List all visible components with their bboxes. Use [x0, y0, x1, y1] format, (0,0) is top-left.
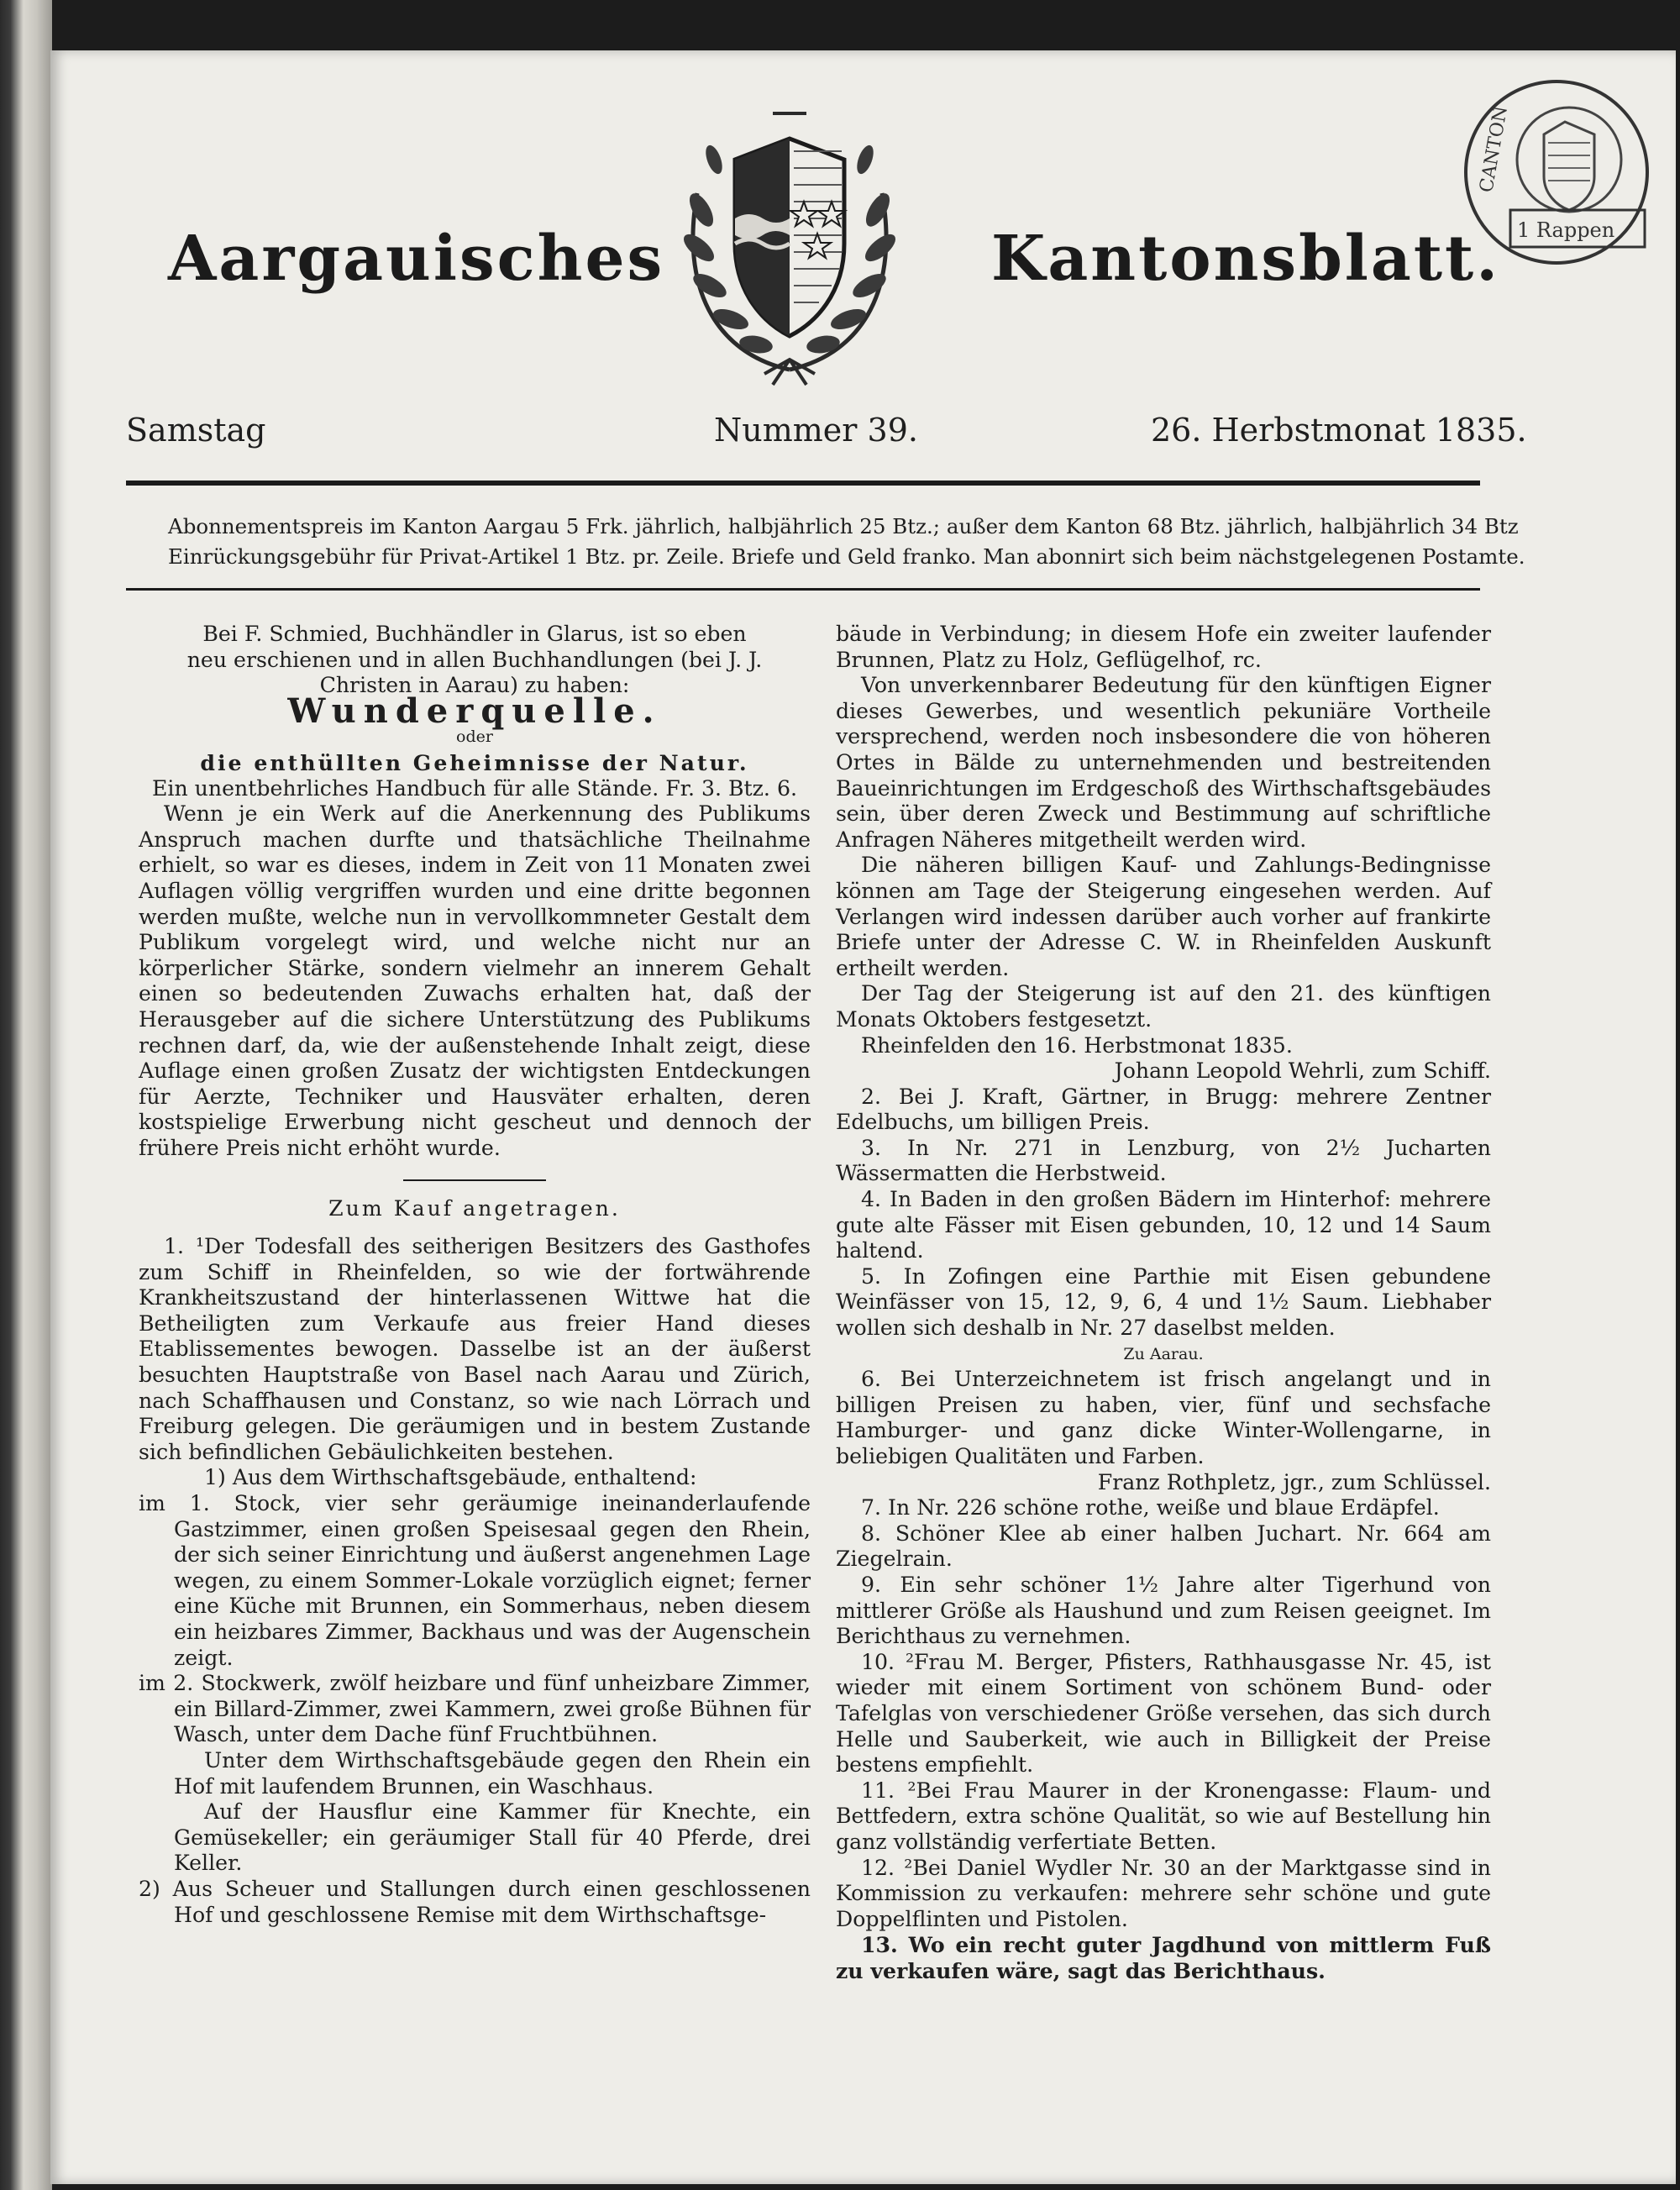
book-ad-intro-3: Christen in Aarau) zu haben: — [319, 673, 630, 698]
book-subtitle: die enthüllten Geheimnisse der Natur. — [200, 749, 749, 775]
book-title-oder: oder — [456, 727, 493, 747]
tax-stamp-icon — [1460, 76, 1653, 269]
section-heading: Zum Kauf angetragen. — [328, 1196, 621, 1221]
listing-2: 2. Bei J. Kraft, Gärtner, in Brugg: mehrere Zentner Edelbuchs, um billigen Preis. — [836, 1084, 1491, 1135]
book-price: Ein unentbehrliches Handbuch für alle Stände. Fr. 3. Btz. 6. — [152, 775, 797, 801]
section-divider — [403, 1179, 546, 1181]
subscription-line-1: Abonnementspreis im Kanton Aargau 5 Frk. jährlich, halbjährlich 25 Btz.; außer dem Kanton 68 Btz. jährlich, halbjährlich 34 Btz — [168, 514, 1519, 538]
listing-1-hallway: Auf der Hausflur eine Kammer für Knechte, ein Gemüsekeller; ein geräumiger Stall für 40 Pferde, drei Keller. — [174, 1799, 811, 1876]
book-title: Wunderquelle. — [287, 691, 662, 731]
stamp-canton-text: CANTON — [1476, 104, 1512, 195]
listing-8: 8. Schöner Klee ab einer halben Juchart. Nr. 664 am Ziegelrain. — [836, 1520, 1491, 1572]
header-rule-top — [126, 481, 1480, 486]
listing-10: 10. ²Frau M. Berger, Pfisters, Rathhausgasse Nr. 45, ist wieder mit einem Sortiment von schönem Bund- oder Tafelglas von verschiedener Größe versehen, das sich durch Helle und Sauberkeit, wie auch in Billigkeit der Preise bestens empfiehlt. — [836, 1649, 1491, 1778]
listing-1-importance: Von unverkennbarer Bedeutung für den künftigen Eigner dieses Gewerbes, und wesentlich pekuniäre Vortheile versprechend, werden noch insbesondere die von höheren Ortes in Bälde zu unternehmenden und bestreitenden Baueinrichtungen im Erdgeschoß des Wirthschaftsgebäudes sein, über deren Zweck und Bestimmung auf schriftliche Anfragen Näheres mitgetheilt werden wird. — [836, 673, 1491, 852]
listing-7: 7. In Nr. 226 schöne rothe, weiße und blaue Erdäpfel. — [861, 1495, 1440, 1520]
issue-number: Nummer 39. — [714, 412, 918, 449]
header-rule-bottom — [126, 588, 1480, 591]
subscription-line-2: Einrückungsgebühr für Privat-Artikel 1 Btz. pr. Zeile. Briefe und Geld franko. Man abonnirt sich beim nächstgelegenen Postamte. — [168, 544, 1525, 569]
right-column — [836, 622, 1491, 1983]
book-ad-intro-1: Bei F. Schmied, Buchhändler in Glarus, ist so eben — [202, 622, 747, 646]
listing-1-second-floor: im 2. Stockwerk, zwölf heizbare und fünf unheizbare Zimmer, ein Billard-Zimmer, zwei Kammern, zwei große Bühnen für Wasch, unter dem Dache fünf Fruchtbühnen. — [139, 1671, 811, 1747]
masthead-title-left: Aargauisches — [168, 223, 665, 295]
listing-3: 3. In Nr. 271 in Lenzburg, von 2½ Jucharten Wässermatten die Herbstweid. — [836, 1135, 1491, 1186]
listing-1-courtyard: Unter dem Wirthschaftsgebäude gegen den Rhein ein Hof mit laufendem Brunnen, ein Waschhaus. — [174, 1747, 811, 1799]
listing-1-first-floor: im 1. Stock, vier sehr geräumige ineinanderlaufende Gastzimmer, einen großen Speisesaal gegen den Rhein, der sich seiner Einrichtung und äußerst angenehmen Lage wegen, zu einem Sommer-Lokale vorzüglich eignet; ferner eine Küche mit Brunnen, ein Sommerhaus, neben diesem ein heizbares Zimmer, Backhaus und was der Augenschein zeigt. — [139, 1491, 811, 1670]
listing-1-barns: 2) Aus Scheuer und Stallungen durch einen geschlossenen Hof und geschlossene Remise mit dem Wirthschaftsge- — [139, 1876, 811, 1927]
listing-1-continued: bäude in Verbindung; in diesem Hofe ein zweiter laufender Brunnen, Platz zu Holz, Geflügelhof, rc. — [836, 622, 1491, 672]
listing-1-intro: 1. ¹Der Todesfall des seitherigen Besitzers des Gasthofes zum Schiff in Rheinfelden, so wie der fortwährende Krankheitszustand der hinterlassenen Wittwe hat die Betheiligten zum Verkaufe aus freier Hand dieses Etablissementes bewogen. Dasselbe ist an der äußerst besuchten Hauptstraße von Basel nach Aarau und Zürich, nach Schaffhausen und Constanz, so wie nach Lörrach und Freiburg gelegen. Die geräumigen und in bestem Zustande sich befindlichen Gebäulichkeiten bestehen. — [139, 1234, 811, 1464]
issue-day: Samstag — [126, 412, 266, 449]
listing-6-signature: Franz Rothpletz, jgr., zum Schlüssel. — [1097, 1469, 1491, 1494]
listing-4: 4. In Baden in den großen Bädern im Hinterhof: mehrere gute alte Fässer mit Eisen gebunden, 10, 12 und 14 Saum haltend. — [836, 1187, 1491, 1263]
book-review: Wenn je ein Werk auf die Anerkennung des Publikums Anspruch machen durfte und thatsächliche Theilnahme erhielt, so war es dieses, indem in Zeit von 11 Monaten zwei Auflagen völlig vergriffen wurden und eine dritte begonnen werden mußte, welche nun in vervollkommneter Gestalt dem Publikum vorgelegt wird, und welche nicht nur an körperlicher Stärke, sondern vielmehr an innerem Gehalt einen so bedeutenden Zuwachs erhalten hat, daß der Herausgeber auf die sichere Unterstützung des Publikums rechnen darf, da, wie der außenstehende Inhalt zeigt, diese Auflage einen großen Zusatz der wichtigsten Entdeckungen für Aerzte, Techniker und Hausväter erhalten, deren kostspielige Erwerbung nicht gescheut und dennoch der frühere Preis nicht erhöht wurde. — [139, 801, 811, 1160]
coat-of-arms-icon — [664, 101, 916, 386]
listing-13: 13. Wo ein recht guter Jagdhund von mittlerm Fuß zu verkaufen wäre, sagt das Berichthaus. — [836, 1932, 1491, 1983]
left-column — [139, 622, 811, 1928]
issue-date: 26. Herbstmonat 1835. — [1151, 412, 1527, 449]
section-zu-aarau: Zu Aarau. — [1123, 1344, 1204, 1363]
listing-6: 6. Bei Unterzeichnetem ist frisch angelangt und in billigen Preisen zu haben, vier, fünf und sechsfache Hamburger- und ganz dicke Winter-Wollengarne, in beliebigen Qualitäten und Farben. — [836, 1367, 1491, 1468]
book-spine — [0, 0, 52, 2190]
listing-11: 11. ²Bei Frau Maurer in der Kronengasse: Flaum- und Bettfedern, extra schöne Qualität, so wie auf Bestellung hin ganz vollständig verfertiate Betten. — [836, 1778, 1491, 1854]
listing-1-place-date: Rheinfelden den 16. Herbstmonat 1835. — [861, 1032, 1293, 1058]
masthead-title-right: Kantonsblatt. — [991, 223, 1500, 295]
listing-12: 12. ²Bei Daniel Wydler Nr. 30 an der Marktgasse sind in Kommission zu verkaufen: mehrere sehr schöne und gute Doppelflinten und Pistolen. — [836, 1855, 1491, 1931]
listing-5: 5. In Zofingen eine Parthie mit Eisen gebundene Weinfässer von 15, 12, 9, 6, 4 und 1½ Saum. Liebhaber wollen sich deshalb in Nr. 27 daselbst melden. — [836, 1263, 1491, 1341]
stamp-value-text: 1 Rappen — [1517, 218, 1615, 242]
listing-1-building: 1) Aus dem Wirthschaftsgebäude, enthaltend: — [204, 1465, 697, 1490]
listing-1-auction-day: Der Tag der Steigerung ist auf den 21. des künftigen Monats Oktobers festgesetzt. — [836, 981, 1491, 1032]
listing-9: 9. Ein sehr schöner 1½ Jahre alter Tigerhund von mittlerer Größe als Haushund und zum Reisen geeignet. Im Berichthaus zu vernehmen. — [836, 1572, 1491, 1649]
listing-1-signature: Johann Leopold Wehrli, zum Schiff. — [1114, 1058, 1491, 1084]
listing-1-conditions: Die näheren billigen Kauf- und Zahlungs-Bedingnisse können am Tage der Steigerung eingesehen werden. Auf Verlangen wird indessen darüber auch vorher auf frankirte Briefe unter der Adresse C. W. in Rheinfelden Auskunft ertheilt werden. — [836, 853, 1491, 980]
book-ad-intro-2: neu erschienen und in allen Buchhandlungen (bei J. J. — [186, 647, 763, 672]
